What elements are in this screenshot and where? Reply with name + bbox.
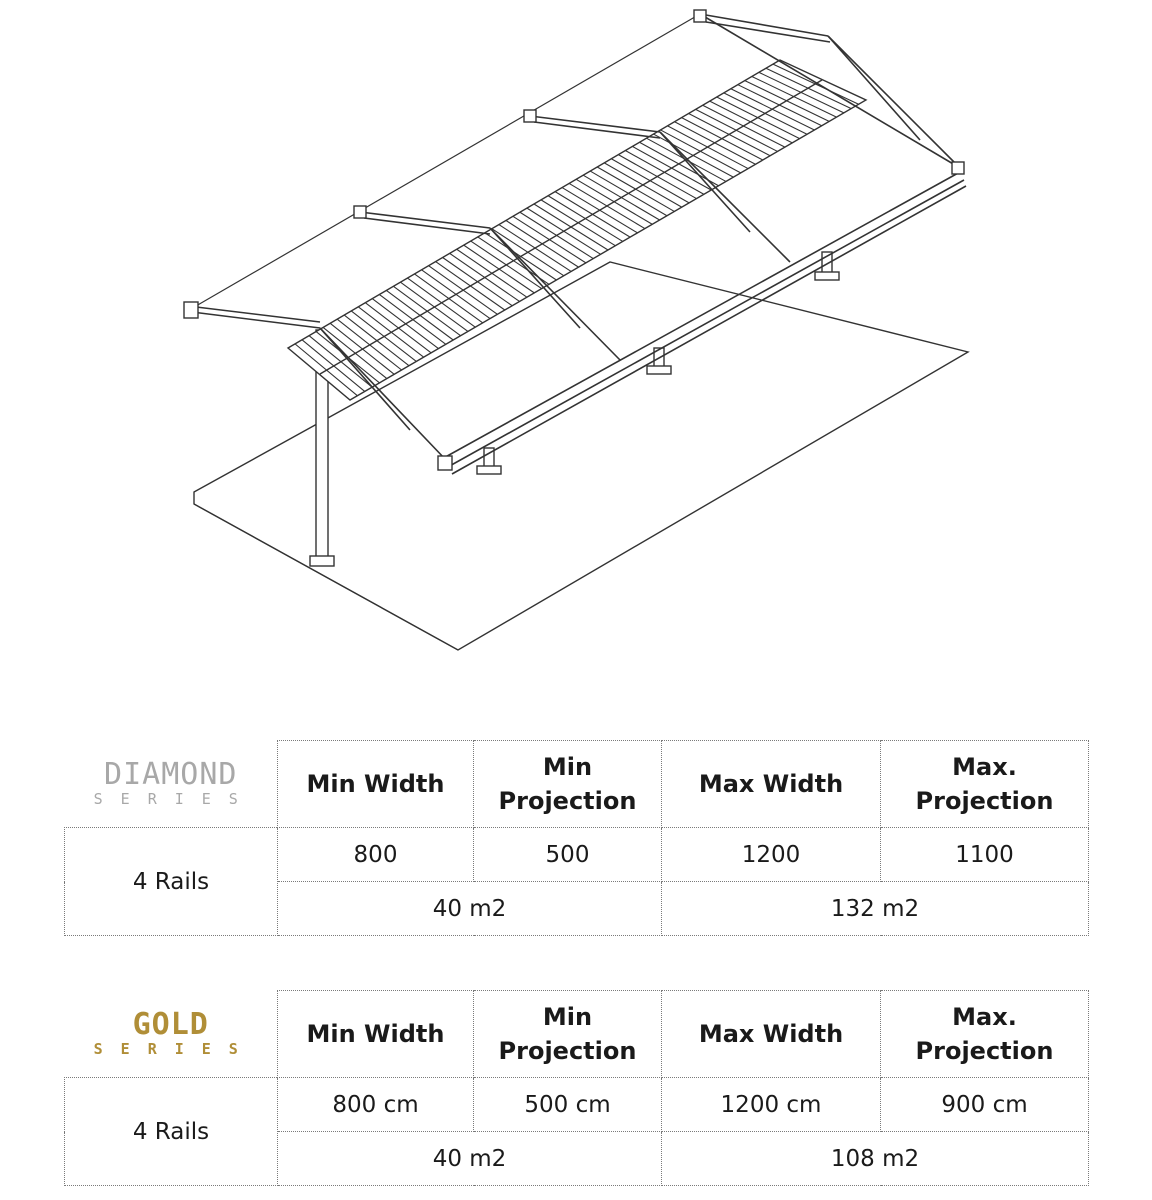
header-max-width: Max Width — [662, 741, 881, 828]
header-min-width: Min Width — [278, 741, 474, 828]
value-max-width: 1200 — [662, 828, 881, 882]
area-min: 40 m2 — [278, 1132, 662, 1186]
value-min-projection: 500 cm — [474, 1078, 662, 1132]
value-min-width: 800 — [278, 828, 474, 882]
header-min-projection: Min Projection — [474, 991, 662, 1078]
value-min-width: 800 cm — [278, 1078, 474, 1132]
gold-series-logo — [65, 991, 278, 1078]
area-min: 40 m2 — [278, 882, 662, 936]
row-label: 4 Rails — [65, 828, 278, 936]
diamond-series-table — [64, 740, 1089, 936]
logo-subtitle: SERIES — [93, 1039, 256, 1058]
header-max-width: Max Width — [662, 991, 881, 1078]
logo-subtitle: SERIES — [93, 789, 256, 808]
area-max: 108 m2 — [662, 1132, 1089, 1186]
logo-word: DIAMOND — [104, 756, 238, 792]
area-max: 132 m2 — [662, 882, 1089, 936]
gold-series-table — [64, 990, 1089, 1186]
logo-word: GOLD — [132, 1006, 209, 1042]
value-max-projection: 1100 — [881, 828, 1089, 882]
value-max-width: 1200 cm — [662, 1078, 881, 1132]
header-min-width: Min Width — [278, 991, 474, 1078]
diamond-series-logo — [65, 741, 278, 828]
header-min-projection: Min Projection — [474, 741, 662, 828]
value-max-projection: 900 cm — [881, 1078, 1089, 1132]
value-min-projection: 500 — [474, 828, 662, 882]
header-max-projection: Max. Projection — [881, 741, 1089, 828]
header-max-projection: Max. Projection — [881, 991, 1089, 1078]
row-label: 4 Rails — [65, 1078, 278, 1186]
